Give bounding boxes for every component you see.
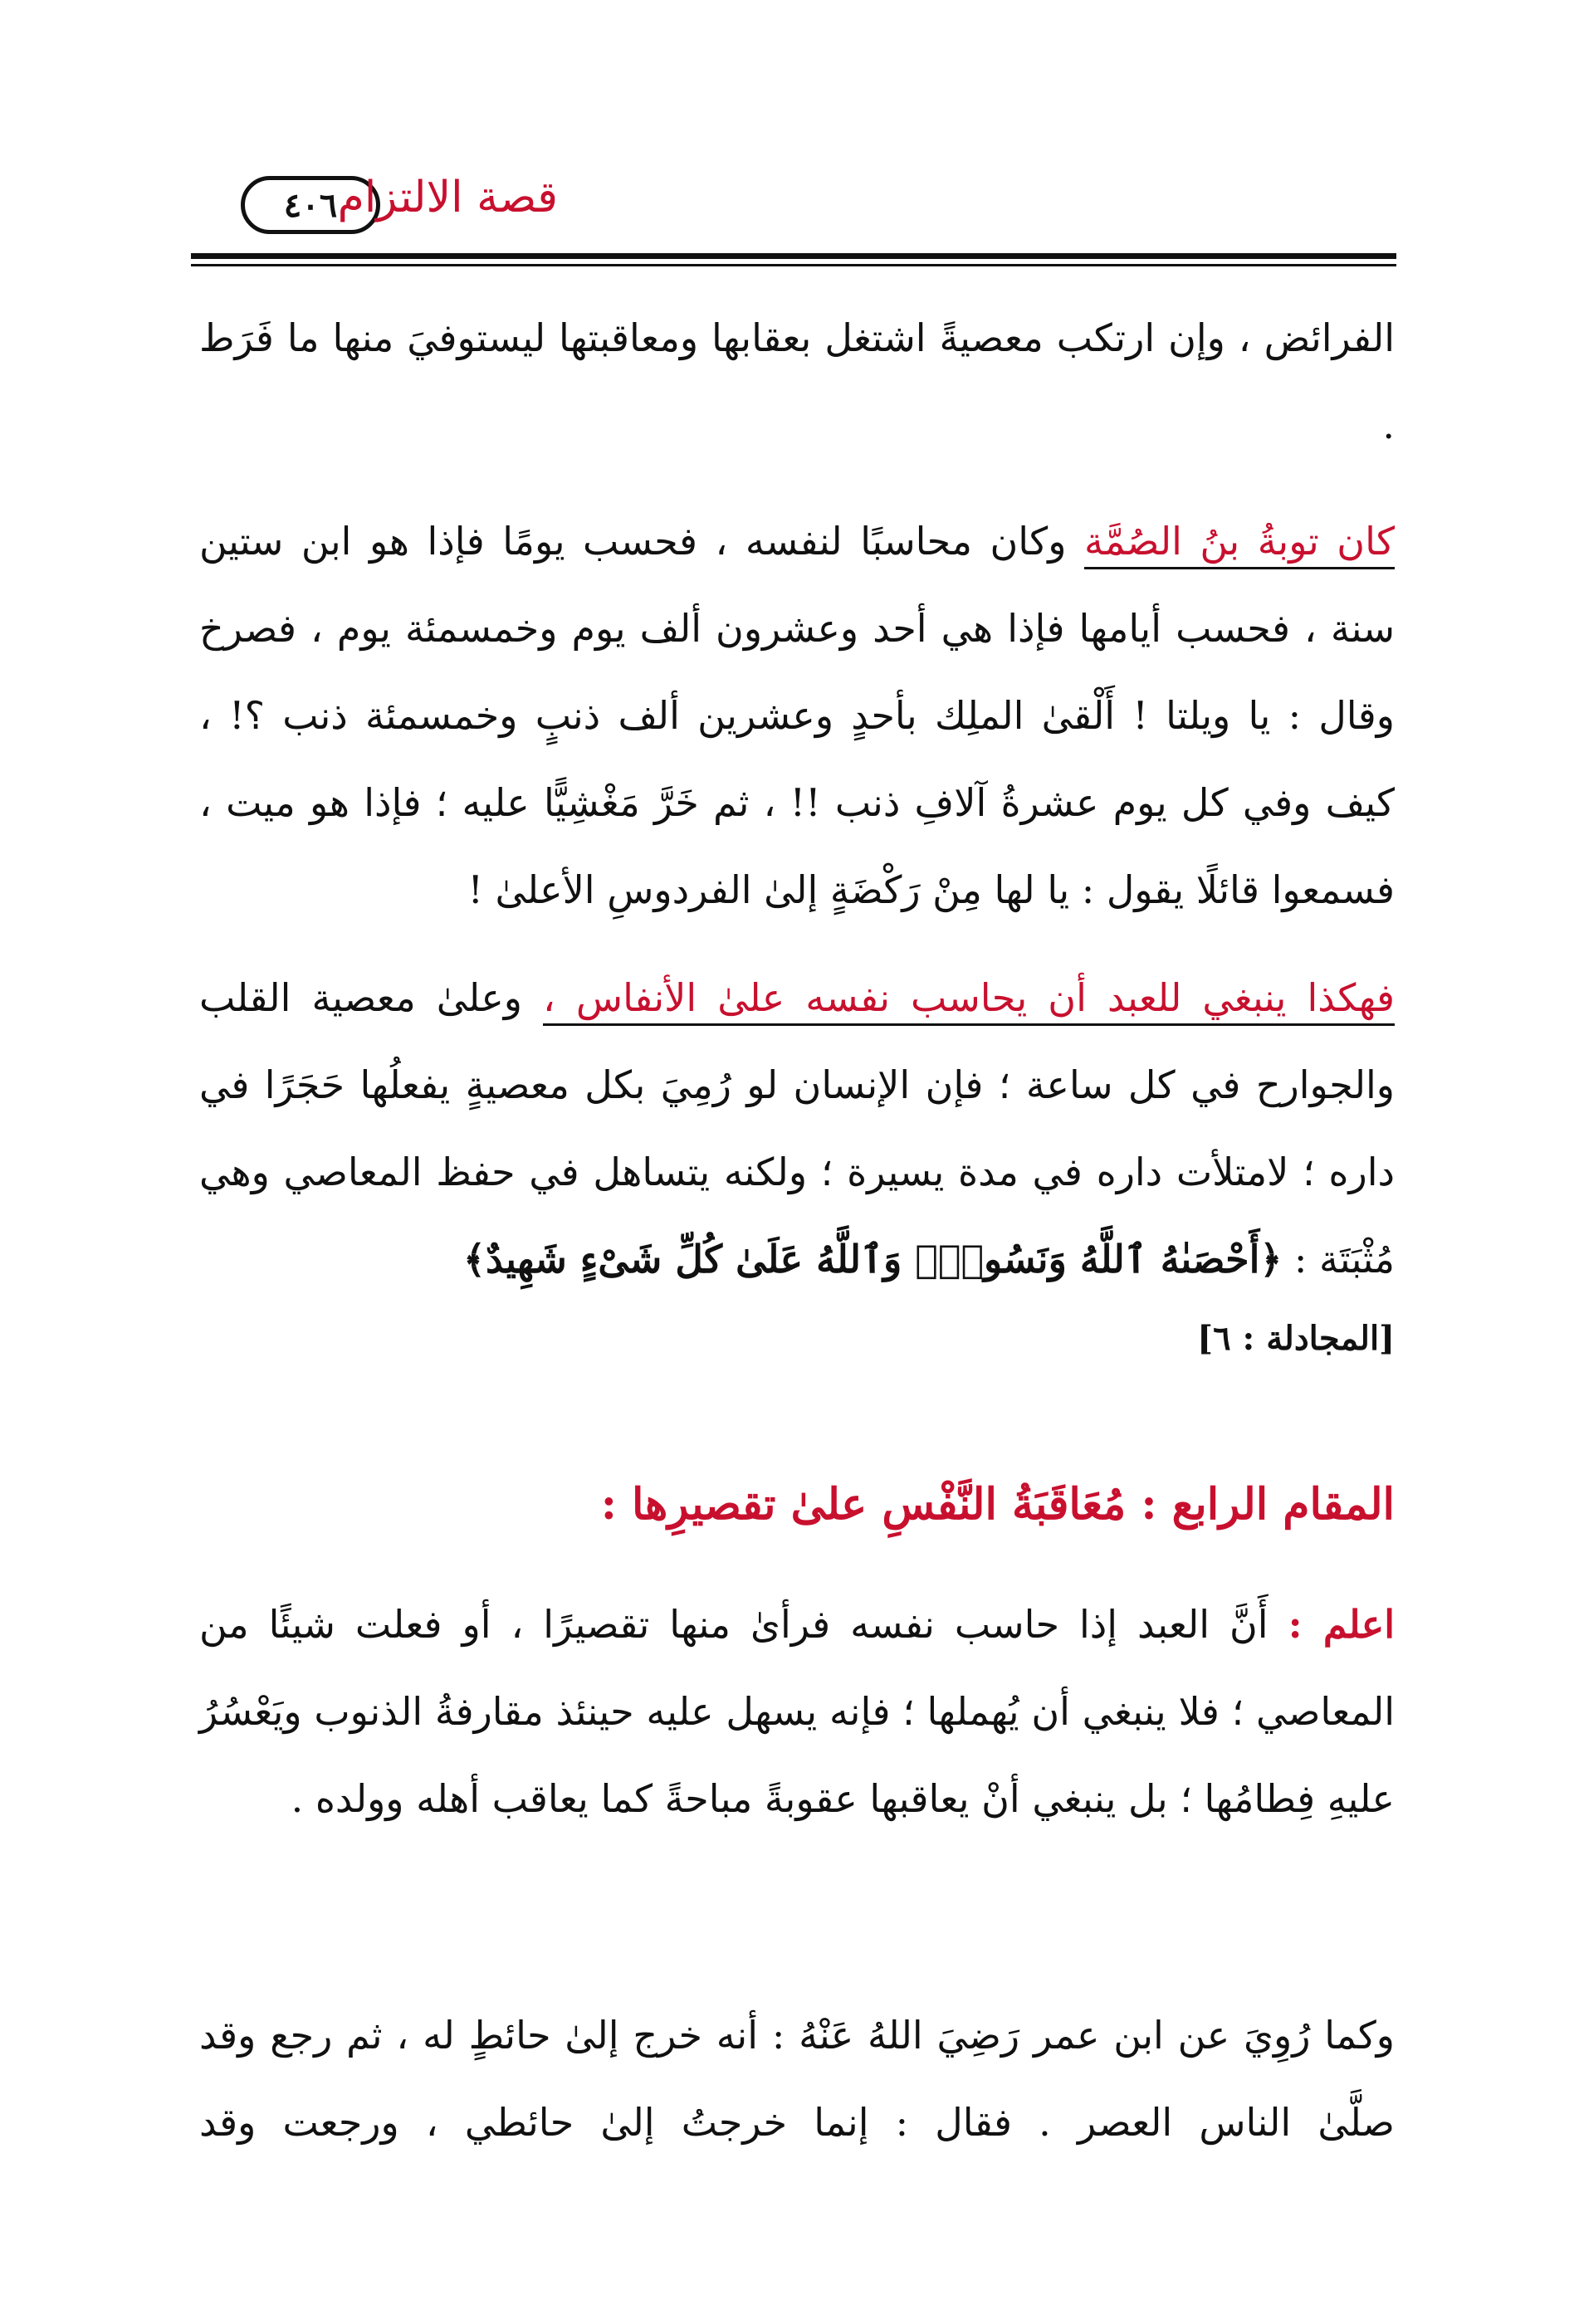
quran-reference: [المجادلة : ٦] (1197, 1319, 1395, 1358)
paragraph-3-body: وعلىٰ معصية القلب والجوارح في كل ساعة ؛ فإن الإنسان لو رُمِيَ بكل معصيةٍ يفعلُها حَجَرًا في داره ؛ لامتلأت داره في مدة يسيرة ؛ ولكنه يتساهل في حفظ المعاصي وهي مُثْبَتَة : (199, 975, 1395, 1282)
paragraph-3-ref-line (199, 1303, 1395, 1372)
paragraph-5-text: وكما رُوِيَ عن ابن عمر رَضِيَ اللهُ عَنْهُ : أنه خرج إلىٰ حائطٍ له ، ثم رجع وقد صلَّىٰ الناس العصر . فقال : إنما خرجتُ إلىٰ حائطي ، ورجعت وقد (199, 2013, 1395, 2145)
page-number-text: ٤٠٦ (283, 185, 338, 225)
quran-verse: ﴿أَحْصَىٰهُ ٱللَّهُ وَنَسُوهُۚ وَٱللَّهُ عَلَىٰ كُلِّ شَىْءٍ شَهِيدٌ﴾ (463, 1237, 1283, 1282)
paragraph-4-lead: اعلم : (1288, 1602, 1395, 1647)
paragraph-4-text (199, 1581, 1395, 1843)
paragraph-4 (199, 1581, 1395, 1843)
header-rule-thin (191, 264, 1396, 266)
section-heading-block (199, 1461, 1395, 1550)
section-heading-line (199, 1461, 1395, 1550)
paragraph-3-text (199, 954, 1395, 1303)
paragraph-4-body: أَنَّ العبد إذا حاسب نفسه فرأىٰ منها تقصيرًا ، أو فعلت شيئًا من المعاصي ؛ فلا ينبغي أن يُهملها ؛ فإنه يسهل عليه حينئذ مقارفةُ الذنوب ويَعْسُرُ عليهِ فِطامُها ؛ بل ينبغي أنْ يعاقبها عقوبةً مباحةً كما يعاقب أهله وولده . (199, 1602, 1395, 1821)
page-header (191, 158, 1396, 249)
section-heading: المقام الرابع : مُعَاقَبَةُ النَّفْسِ علىٰ تقصيرِها : (600, 1479, 1395, 1530)
paragraph-1 (199, 295, 1395, 469)
paragraph-2-body: وكان محاسبًا لنفسه ، فحسب يومًا فإذا هو ابن ستين سنة ، فحسب أيامها فإذا هي أحد وعشرون ألف يوم وخمسمئة يوم ، فصرخ وقال : يا ويلتا ! أَلْقىٰ الملِك بأحدٍ وعشرين ألف ذنبٍ وخمسمئة ذنب ؟! ، كيف وفي كل يوم عشرةُ آلافِ ذنب !! ، ثم خَرَّ مَغْشِيًّا عليه ؛ فإذا هو ميت ، فسمعوا قائلًا يقول : يا لها مِنْ رَكْضَةٍ إلىٰ الفردوسِ الأعلىٰ ! (199, 519, 1396, 912)
paragraph-2 (199, 498, 1395, 934)
paragraph-5 (199, 1992, 1395, 2166)
paragraph-2-text (199, 498, 1395, 934)
paragraph-2-highlight: كان توبةُ بنُ الصُمَّة (1084, 519, 1395, 569)
paragraph-3-highlight: فهكذا ينبغي للعبد أن يحاسب نفسه علىٰ الأنفاس ، (543, 975, 1395, 1026)
paragraph-1-text: الفرائض ، وإن ارتكب معصيةً اشتغل بعقابها ومعاقبتها ليستوفيَ منها ما فَرَط . (199, 315, 1395, 447)
running-title: قصة الالتزام (337, 173, 558, 222)
header-rule-thick (191, 253, 1396, 259)
paragraph-3 (199, 954, 1395, 1372)
